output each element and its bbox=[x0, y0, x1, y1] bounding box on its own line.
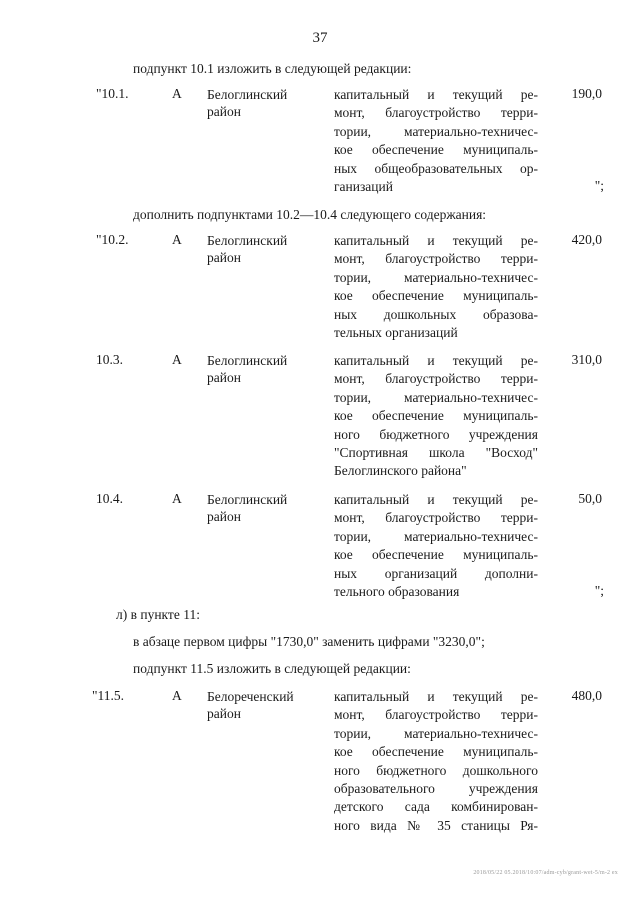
amount: 420,0 bbox=[571, 232, 602, 247]
description-line: капитальный и текущий ре- bbox=[334, 87, 538, 102]
category-letter: А bbox=[172, 86, 182, 101]
description-line: ных организаций дополни- bbox=[334, 565, 538, 581]
amount: 50,0 bbox=[578, 491, 602, 506]
description-line: тории, материально-техничес- bbox=[334, 725, 538, 741]
amount: 480,0 bbox=[571, 688, 602, 703]
subitem-number: "10.2. bbox=[96, 232, 129, 247]
description-line: детского сада комбинирован- bbox=[334, 799, 538, 815]
description-line: ных дошкольных образова- bbox=[334, 306, 538, 322]
description-line: тельного образования bbox=[334, 584, 460, 600]
amount: 190,0 bbox=[571, 86, 602, 101]
district-name: Белоглинский район bbox=[207, 353, 288, 385]
paragraph-abzac: в абзаце первом цифры "1730,0" заменить цифрами "3230,0"; bbox=[133, 634, 485, 649]
description-line: тории, материально-техничес- bbox=[334, 269, 538, 285]
description-line: тории, материально-техничес- bbox=[334, 123, 538, 139]
closing-quote: "; bbox=[594, 178, 604, 193]
description-line: монт, благоустройство терри- bbox=[334, 510, 538, 526]
description-line: капитальный и текущий ре- bbox=[334, 492, 538, 507]
intro-paragraph-10-1: подпункт 10.1 изложить в следующей редакции: bbox=[133, 61, 412, 76]
description bbox=[334, 688, 538, 835]
category-letter: А bbox=[172, 232, 182, 247]
subitem-number: 10.4. bbox=[96, 491, 123, 506]
description-line: ных общеобразовательных ор- bbox=[334, 160, 538, 176]
description bbox=[334, 491, 538, 601]
category-letter: А bbox=[172, 688, 182, 703]
district-name: Белоглинский район bbox=[207, 233, 288, 265]
footer-stamp: 2018/05/22 05.2018/10:07/adm-cyb/grant-wet-5/m-2 ex bbox=[473, 870, 618, 876]
description bbox=[334, 352, 538, 481]
district-name: Белоглинский район bbox=[207, 87, 288, 119]
description-line: монт, благоустройство терри- bbox=[334, 371, 538, 387]
amount: 310,0 bbox=[571, 352, 602, 367]
description-line: тории, материально-техничес- bbox=[334, 528, 538, 544]
description-line: капитальный и текущий ре- bbox=[334, 353, 538, 368]
description bbox=[334, 86, 538, 196]
description-line: ного бюджетного дошкольного bbox=[334, 762, 538, 778]
description-line: тории, материально-техничес- bbox=[334, 389, 538, 405]
description-line: монт, благоустройство терри- bbox=[334, 105, 538, 121]
intro-paragraph-10-2-10-4: дополнить подпунктами 10.2—10.4 следующего содержания: bbox=[133, 207, 487, 222]
description-line: монт, благоустройство терри- bbox=[334, 251, 538, 267]
intro-paragraph-11-5: подпункт 11.5 изложить в следующей редакции: bbox=[133, 661, 411, 676]
category-letter: А bbox=[172, 491, 182, 506]
subitem-number: 10.3. bbox=[96, 352, 123, 367]
page-number: 37 bbox=[312, 30, 328, 46]
description-line: Белоглинского района" bbox=[334, 463, 467, 479]
description-line: ного бюджетного учреждения bbox=[334, 426, 538, 442]
description-line: тельных организаций bbox=[334, 325, 458, 341]
description bbox=[334, 232, 538, 342]
category-letter: А bbox=[172, 352, 182, 367]
description-line: кое обеспечение муниципаль- bbox=[334, 547, 538, 563]
paragraph-l: л) в пункте 11: bbox=[116, 607, 200, 622]
description-line: "Спортивная школа "Восход" bbox=[334, 445, 538, 461]
description-line: монт, благоустройство терри- bbox=[334, 707, 538, 723]
description-line: капитальный и текущий ре- bbox=[334, 689, 538, 704]
description-line: кое обеспечение муниципаль- bbox=[334, 288, 538, 304]
description-line: ганизаций bbox=[334, 179, 393, 195]
district-name: Белореченский район bbox=[207, 689, 294, 721]
subitem-number: "10.1. bbox=[96, 86, 129, 101]
description-line: образовательного учреждения bbox=[334, 781, 538, 797]
subitem-number: "11.5. bbox=[92, 688, 125, 703]
description-line: кое обеспечение муниципаль- bbox=[334, 142, 538, 158]
description-line: капитальный и текущий ре- bbox=[334, 233, 538, 248]
district-name: Белоглинский район bbox=[207, 492, 288, 524]
description-line: кое обеспечение муниципаль- bbox=[334, 408, 538, 424]
description-line: кое обеспечение муниципаль- bbox=[334, 744, 538, 760]
closing-quote: "; bbox=[594, 583, 604, 598]
description-line: ного вида № 35 станицы Ря- bbox=[334, 817, 538, 833]
